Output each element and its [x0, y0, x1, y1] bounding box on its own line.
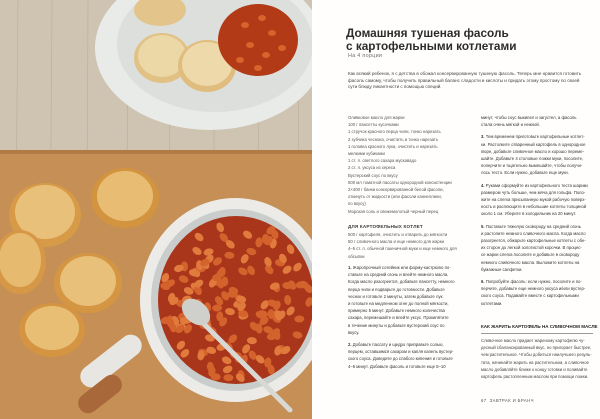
method-step-line: [348, 288, 445, 292]
method-step-line: [481, 253, 579, 257]
method-step-line: [481, 246, 582, 250]
method-step-line: [481, 268, 523, 272]
method-step-line: [481, 164, 582, 168]
method-step-line: [481, 225, 581, 229]
ingredient-item: откинуть от жидкости (или фасоли каннеллини,: [348, 194, 442, 200]
intro-line: Как всякий ребенок, я с детства в обожал консервированную тушеную фасоль. Теперь мне нравится готовить: [348, 71, 582, 76]
step-text: 4–5 минут. Добавьте фасоль и готовьте еще 5–10: [348, 363, 446, 369]
method-step-line: [481, 143, 585, 147]
step-text: их сторон до легкой золотистой корочки. В процес-: [481, 245, 582, 251]
step-number: 1.: [348, 265, 353, 270]
step-text: ставьте на средний огонь и влейте немного масла.: [348, 272, 449, 278]
method-step-line: [481, 205, 586, 209]
potato-ingredient-item: обсыпки: [348, 253, 365, 259]
method-step-line: [348, 343, 444, 347]
page-number: 67: [481, 398, 487, 403]
method-step-line: [348, 266, 451, 270]
step-text: ского соуса. Доведите до слабого кипения и готовьте: [348, 356, 453, 362]
method-continued-line: минут, чтобы соус выкипел и загустел, а фасоль: [481, 115, 577, 120]
step-text: Добавьте пассату и щедро приправьте солью,: [352, 342, 444, 347]
ingredient-item: Морская соль и свежемолотый черный перец: [348, 208, 439, 214]
method-continued-line: стала очень мягкой и нежной.: [481, 122, 540, 128]
intro-line: фасоль самому, чтобы получить правильный баланс сладости и кислоты и придать этому простому по своей: [348, 77, 580, 83]
step-number: 6.: [481, 279, 486, 284]
tip-heading: КАК ЖАРИТЬ КАРТОФЕЛЬ НА СЛИВОЧНОМ МАСЛЕ: [481, 324, 598, 329]
method-step-line: [348, 316, 449, 320]
method-step-line: [481, 184, 588, 188]
step-text: поперчите и тщательно вымешайте, чтобы получи-: [481, 163, 583, 169]
step-text: сахара, перемешайте и влейте уксус. Прокипятите: [348, 315, 449, 321]
ingredient-item: 500 мл томатной пассаты однородной консистенции: [348, 179, 452, 185]
ingredient-item: 1 головка красного лука, очистить и нарезать: [348, 143, 438, 149]
step-text: чеснок и готовьте 2 минуты, затем добавьте лук: [348, 293, 443, 299]
method-step-line: [348, 331, 359, 335]
step-text: лось тесто. Если нужно, добавьте еще муки.: [481, 170, 569, 176]
ingredient-item: по вкусу): [348, 201, 366, 207]
step-number: 5.: [481, 223, 486, 229]
step-number: 3.: [481, 134, 486, 140]
tip-line: десный сбалансированный вкус, но пригорает быстрее,: [481, 345, 592, 351]
method-step-line: [481, 261, 579, 265]
method-step-line: [481, 135, 585, 139]
method-step-line: [348, 302, 449, 306]
step-text: перца чили и подварьте до готовности. Добавьте: [348, 286, 445, 292]
method-step-line: [481, 239, 586, 243]
potato-ingredient-item: 500 г картофеля, очистить и отварить до мягкости: [348, 232, 448, 237]
method-step-line: [348, 350, 453, 354]
step-text: Попробуйте фасоль: если нужно, посолите и по-: [485, 279, 582, 284]
potato-ingredient-item: 4–5 ст. л. обычной пшеничной муки и еще немного для: [348, 246, 457, 252]
step-text: Руками сформуйте из картофельного теста шарики: [485, 182, 588, 188]
method-step-line: [481, 294, 579, 298]
step-text: Поставьте тяжелую сковороду на средний огонь: [485, 223, 581, 229]
step-number: 2.: [348, 342, 353, 347]
intro-line: сути блюду пикантности с помощью специй.: [348, 84, 442, 90]
method-step-line: [481, 150, 584, 154]
step-text: примерно 5 минут. Добавьте немного количества: [348, 308, 445, 314]
method-step-line: [481, 232, 586, 236]
method-step-line: [481, 280, 582, 284]
step-text: размером чуть больше, чем мяча для гольфа. Поло-: [481, 189, 586, 195]
ingredient-item: 2 зубчика чеснока, очистить и тонко нарезать: [348, 136, 439, 142]
ingredient-item: 2 ст. л. уксуса из хереса: [348, 165, 396, 171]
step-text: перцем, оставшимся сахаром и капля капель вустер-: [348, 349, 454, 355]
step-text: около 1 см. Уберите в холодильник на 20 минут.: [481, 211, 577, 217]
method-step-line: [348, 324, 444, 328]
section-name: ЗАВТРАК И БРАНЧ: [489, 398, 534, 403]
step-text: немного сливочного масла. Выложите котлеты на: [481, 259, 580, 265]
tip-line: масло добавляйте ближе к концу готовки и поливайте: [481, 366, 588, 372]
ingredient-item: 2×400 г банки консервированной белой фасоли,: [348, 187, 444, 192]
step-text: Когда масло разогреется, добавьте пансетту, немного: [348, 279, 455, 285]
potato-ingredients-heading: ДЛЯ КАРТОФЕЛЬНЫХ КОТЛЕТ: [348, 224, 423, 229]
method-step-line: [348, 309, 445, 313]
method-step-line: [481, 198, 586, 202]
tip-line: Сливочное масло придает жареному картофелю чу-: [481, 338, 585, 343]
step-text: в течение минуты и добавьте вустерский соус по: [348, 322, 445, 328]
step-text: Тем временем приготовьте картофельные котлет-: [485, 134, 585, 140]
serves-label: На 4 порции: [348, 53, 383, 59]
step-text: Жаропрочный сотейник или форму-кастрюлю по-: [352, 265, 451, 270]
step-text: и готовьте на медленном огне до полной мягкости,: [348, 301, 449, 306]
method-step-line: [348, 295, 442, 299]
step-text: пюре, добавьте сливочное масло и хорошо переме-: [481, 148, 584, 154]
step-text: вкусу.: [348, 329, 360, 335]
method-step-line: [348, 280, 455, 284]
method-step-line: [481, 302, 502, 306]
tip-divider: [481, 333, 593, 334]
step-text: котлетами.: [481, 300, 503, 306]
ingredient-item: 1 ст. л. светлого сахара мускавадо: [348, 158, 417, 164]
step-text: бумажные салфетки.: [481, 266, 523, 272]
recipe-page: [318, 0, 600, 419]
step-text: ского соуса. Подавайте вместе с картофельными: [481, 293, 579, 299]
method-step-line: [481, 157, 583, 161]
step-text: ность и расплющите в небольшие котлеты толщиной: [481, 204, 587, 210]
ingredient-item: Вустерский соус по вкусу: [348, 172, 398, 178]
step-text: и растопите немного сливочного масла. Когда масло: [481, 230, 586, 236]
step-text: ки. Растолките отваренный картофель в однородное: [481, 141, 586, 147]
tip-line: чем растительное. Чтобы добиться наилучшего резуль-: [481, 352, 592, 358]
step-text: се жарки слегка посолите и добавьте в сковороду: [481, 252, 580, 258]
step-text: шайте. Добавьте 4 столовые ложки муки, посолите,: [481, 156, 584, 161]
ingredient-item: мелкими кубиками: [348, 151, 385, 156]
method-step-line: [348, 365, 446, 369]
method-step-line: [481, 212, 576, 216]
ingredient-item: Оливковое масло для жарки: [348, 115, 405, 120]
potato-ingredient-item: 50 г сливочного масла и еще немного для жарки: [348, 239, 444, 245]
method-step-line: [348, 273, 448, 277]
tip-line: тата, начинайте жарить на растительном, а сливочное: [481, 359, 589, 365]
recipe-title-line-1: Домашняя тушеная фасоль: [346, 26, 509, 40]
step-text: жите на слегка присыпанную мукой рабочую поверх-: [481, 197, 586, 202]
tip-line: картофель растопленным маслом при помощи ложки.: [481, 374, 589, 379]
method-step-line: [481, 171, 569, 175]
method-step-line: [481, 287, 585, 291]
step-text: разогреется, обжарьте картофельные котлеты с обе-: [481, 238, 586, 243]
step-number: 4.: [481, 182, 486, 188]
step-text: перчите, добавьте еще немного уксуса и/или вустер-: [481, 286, 586, 292]
method-step-line: [348, 357, 453, 361]
method-step-line: [481, 191, 585, 195]
recipe-title-line-2: с картофельными котлетами: [346, 39, 517, 53]
page-footer: [481, 399, 534, 403]
ingredient-item: 100 г пансетты кусочками: [348, 122, 399, 128]
ingredient-item: 1 стручок красного перца чили, тонко нарезать: [348, 129, 441, 135]
